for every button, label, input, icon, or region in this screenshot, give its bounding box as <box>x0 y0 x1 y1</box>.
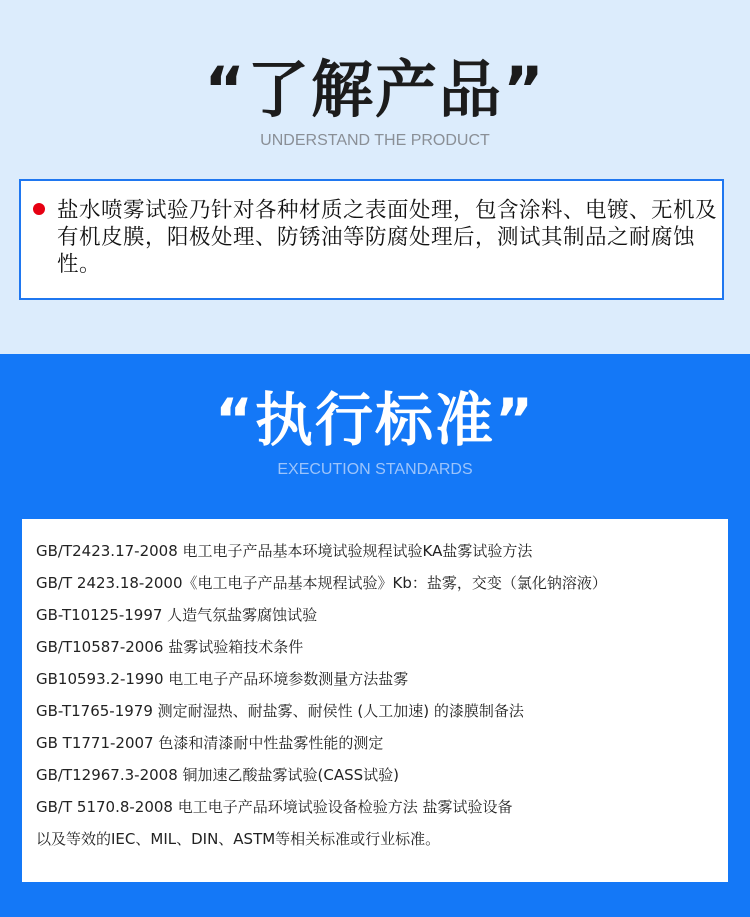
understand-title: “了解产品” <box>204 53 546 126</box>
standards-subtitle: EXECUTION STANDARDS <box>277 461 473 478</box>
standard-item: GB10593.2-1990 电工电子产品环境参数测量方法盐雾 <box>36 670 409 688</box>
standards-box <box>22 519 728 882</box>
standards-title: “执行标准” <box>214 386 536 454</box>
standard-item: GB/T2423.17-2008 电工电子产品基本环境试验规程试验KA盐雾试验方法 <box>36 542 533 560</box>
standards-list <box>36 535 607 855</box>
product-description-box <box>19 179 724 300</box>
bullet-dot-icon <box>33 203 45 215</box>
standard-item: GB-T1765-1979 测定耐湿热、耐盐雾、耐侯性 (人工加速) 的漆膜制备法 <box>36 702 524 720</box>
standard-item: GB-T10125-1997 人造气氛盐雾腐蚀试验 <box>36 606 318 624</box>
standard-item: GB/T10587-2006 盐雾试验箱技术条件 <box>36 638 304 656</box>
product-description: 盐水喷雾试验乃针对各种材质之表面处理，包含涂料、电镀、无机及有机皮膜，阳极处理、防锈油等防腐处理后，测试其制品之耐腐蚀性。 <box>57 198 718 277</box>
standard-item: 以及等效的IEC、MIL、DIN、ASTM等相关标准或行业标准。 <box>36 830 441 848</box>
standard-item: GB T1771-2007 色漆和清漆耐中性盐雾性能的测定 <box>36 734 384 752</box>
standard-item: GB/T12967.3-2008 铜加速乙酸盐雾试验(CASS试验) <box>36 766 399 784</box>
understand-subtitle: UNDERSTAND THE PRODUCT <box>260 132 490 149</box>
standard-item: GB/T 5170.8-2008 电工电子产品环境试验设备检验方法 盐雾试验设备 <box>36 798 513 816</box>
standard-item: GB/T 2423.18-2000《电工电子产品基本规程试验》Kb：盐雾，交变（氯化钠溶液） <box>36 574 607 592</box>
